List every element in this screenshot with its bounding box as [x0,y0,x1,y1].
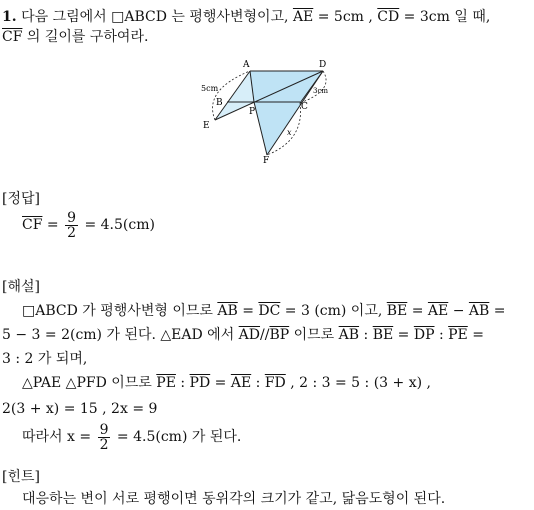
problem-line-1: 1. 다음 그림에서 □ABCD 는 평행사변형이고, $\overline{AE} = 5cm$ , $\overline{CD} = 3cm$ 일 때, [2,9,491,25]
answer-fraction: $\frac{9}{2}$ [67,209,76,241]
explanation-line-4: △PAE △PFD 이므로 $\overline{PE}$ : $\overline{PD} = \overline{AE}$ : $\overline{FD}$ , 2 : 3 = 5 : (3 + x) , [22,375,431,391]
explanation-heading: [해설] [2,279,40,295]
label-5cm: 5cm [201,84,219,93]
answer-heading: [정답] [2,191,40,207]
hint-text: 대응하는 변이 서로 평행이면 동위각의 크기가 같고, 닮음도형이 된다. [22,491,446,507]
hint-heading: [힌트] [2,469,40,485]
explanation-line-5: 2(3 + x) = 15 , 2x = 9 [2,401,158,417]
label-d: D [319,60,327,70]
explanation-line-3: 3 : 2 가 되며, [2,351,88,367]
explanation-fraction: $\frac{9}{2}$ [99,421,109,453]
label-x: x [287,128,292,137]
explanation-line-1: □ABCD 가 평행사변형 이므로 $\overline{AB} = \overline{DC} = 3$ (cm) 이고, $\overline{BE} = \overline{AE} - \overline{AB}$ = [22,303,506,319]
label-p: P [249,107,256,117]
problem-line-2: $\overline{CF}$ 의 길이를 구하여라. [2,29,149,45]
label-a: A [243,60,250,70]
geometry-figure [195,55,345,165]
explanation-line-6: 따라서 x = $\frac{9}{2}$ = 4.5(cm) 가 된다. [22,421,242,453]
label-f: F [263,156,270,165]
label-b: B [216,98,223,108]
explanation-line-2: 5 − 3 = 2(cm) 가 된다. △EAD 에서 $\overline{AD}//\overline{BP}$ 이므로 $\overline{AB}$ : $\overline{BE} = \overline{DP}$ : $\overline{PE}$ = [2,327,484,343]
label-3cm: 3cm [313,87,329,95]
label-e: E [203,121,210,131]
answer-equation: $\overline{CF}$ = $\frac{9}{2}$ = 4.5(cm) [22,209,155,241]
problem-number: 1. [2,9,17,25]
label-c: C [301,102,308,112]
